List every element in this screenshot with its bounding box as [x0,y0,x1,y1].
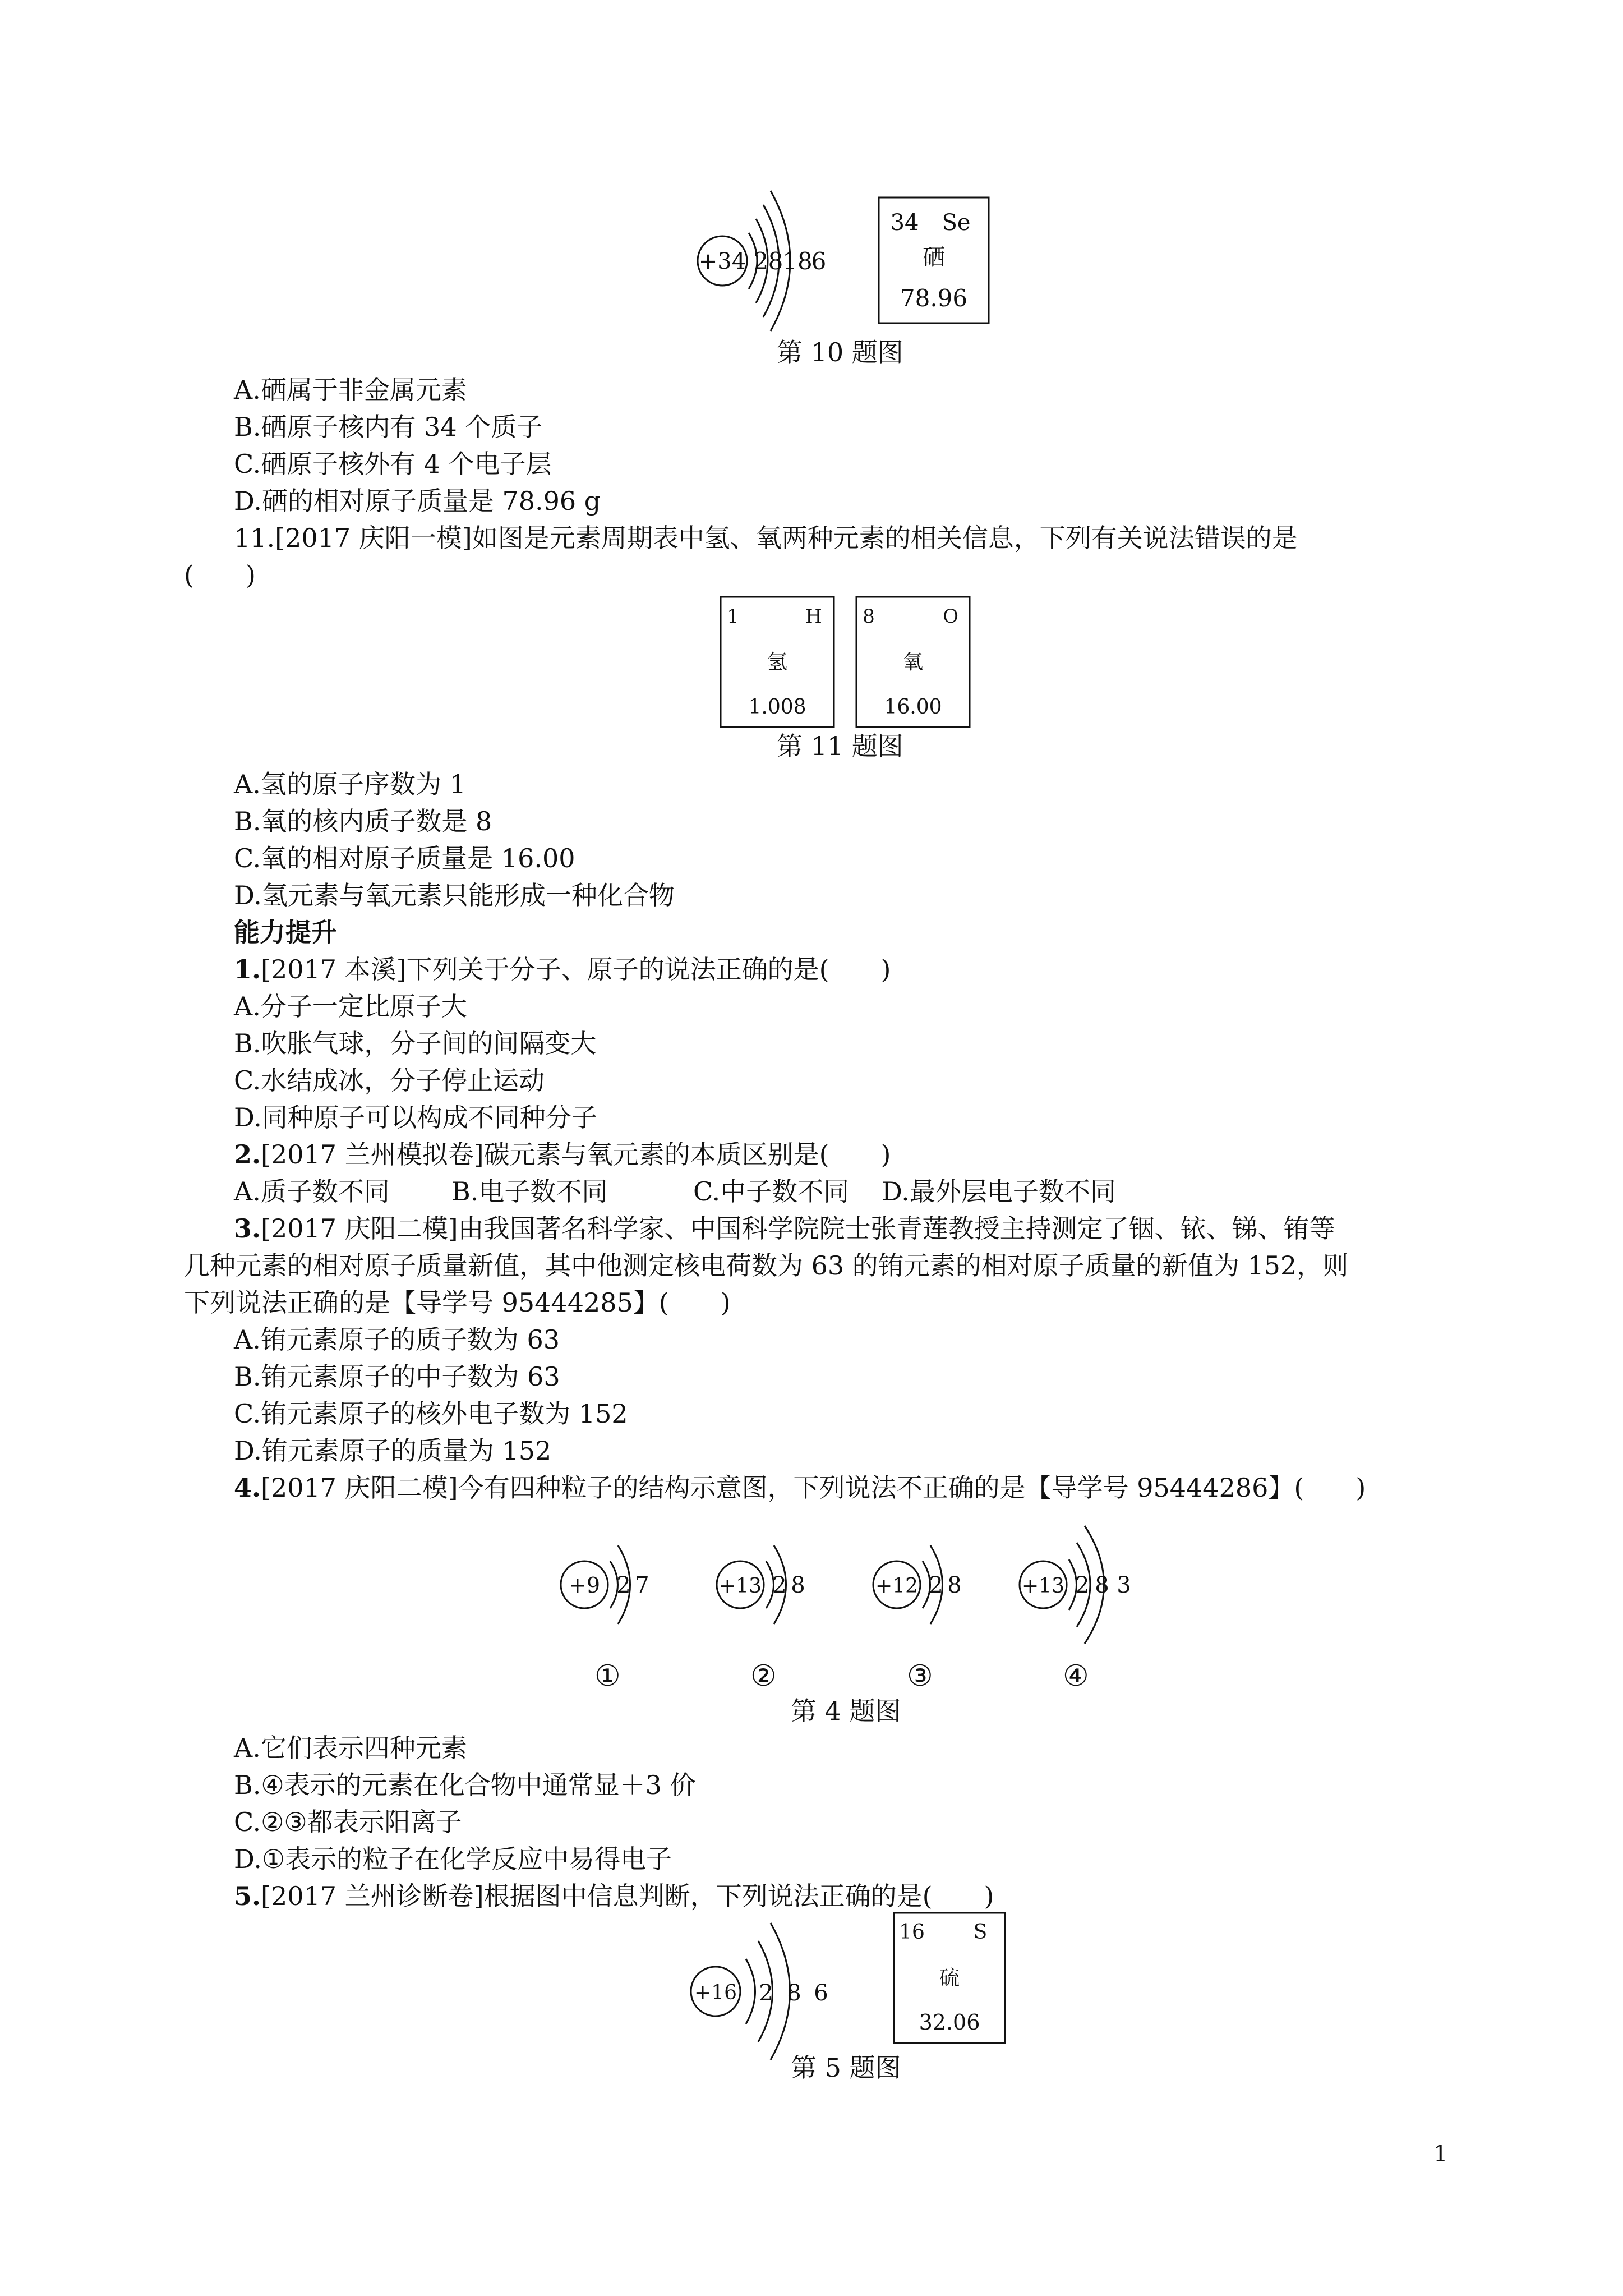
fig4-label-3: ③ [907,1659,933,1693]
element-symbol: S [973,1921,988,1944]
shell-electrons-2: 8 [791,1572,805,1598]
p2-option-d: D.最外层电子数不同 [882,1176,1116,1207]
q11-option-c: C.氧的相对原子质量是 16.00 [234,843,575,873]
nucleus-charge: +34 [698,249,746,274]
fig4-label-1: ① [594,1659,621,1693]
shell-electrons-1: 2 [753,247,769,275]
page-number: 1 [1433,2141,1448,2167]
p1-stem-row [234,954,891,985]
p4-option-b: B.④表示的元素在化合物中通常显＋3 价 [234,1770,696,1800]
shell-electrons-2: 8 [787,1980,801,2006]
atomic-number: 1 [727,605,739,628]
fig11-oxygen-card [855,596,971,728]
p4-stem: [2017 庆阳二模]今有四种粒子的结构示意图，下列说法不正确的是【导学号 95444286】( ) [261,1473,1366,1503]
atomic-number: 34 [890,210,919,236]
fig4-caption: 第 4 题图 [791,1696,901,1726]
fig5-element-card [893,1912,1006,2044]
fig11-hydrogen-card [720,596,835,728]
atomic-mass: 1.008 [748,696,806,719]
p3-number: 3. [234,1213,261,1244]
shell-electrons-1: 2 [929,1572,943,1598]
shell-electrons-2: 8 [947,1572,962,1598]
nucleus-charge: +9 [568,1573,601,1598]
shell-electrons-3: 6 [814,1980,828,2006]
p1-option-d: D.同种原子可以构成不同种分子 [234,1102,597,1133]
p1-stem: [2017 本溪]下列关于分子、原子的说法正确的是( ) [261,954,891,984]
p5-stem-row [234,1880,994,1912]
p3-stem-line2: 几种元素的相对原子质量新值，其中他测定核电荷数为 63 的铕元素的相对原子质量的新值为 152，则 [184,1250,1349,1281]
fig5-caption: 第 5 题图 [791,2053,901,2083]
q10-option-a: A.硒属于非金属元素 [234,375,467,405]
nucleus-charge: +16 [694,1981,737,2004]
p3-stem-row [234,1213,1335,1244]
q10-option-c: C.硒原子核外有 4 个电子层 [234,449,552,479]
p3-stem: [2017 庆阳二模]由我国著名科学家、中国科学院院士张青莲教授主持测定了铟、铱、锑、铕等 [261,1213,1335,1244]
p3-option-a: A.铕元素原子的质子数为 63 [234,1324,560,1355]
p5-number: 5. [234,1881,261,1911]
element-symbol: O [943,605,958,628]
shell-electrons-2: 8 [1095,1572,1109,1598]
p3-option-d: D.铕元素原子的质量为 152 [234,1435,552,1466]
shell-electrons-3: 18 [782,247,813,275]
fig4-label-4: ④ [1063,1659,1089,1693]
atomic-number: 8 [863,605,875,628]
shell-electrons-3: 3 [1117,1572,1131,1598]
p4-stem-row [234,1472,1366,1503]
p3-stem-line3: 下列说法正确的是【导学号 95444285】( ) [184,1287,731,1318]
p2-option-a: A.质子数不同 [234,1176,390,1207]
fig10-element-card [878,196,990,324]
element-name: 硒 [923,245,945,270]
atomic-number: 16 [899,1921,925,1944]
p2-option-b: B.电子数不同 [451,1176,608,1207]
nucleus-charge: +13 [719,1575,762,1598]
shell-electrons-1: 2 [772,1572,787,1598]
p4-option-c: C.②③都表示阳离子 [234,1807,462,1837]
element-name: 硫 [939,1967,960,1990]
nucleus-charge: +12 [875,1575,918,1598]
q10-option-d: D.硒的相对原子质量是 78.96 g [234,486,601,516]
p3-option-b: B.铕元素原子的中子数为 63 [234,1361,560,1392]
shell-electrons-2: 8 [768,247,783,275]
p4-option-a: A.它们表示四种元素 [234,1733,467,1763]
fig4-particle-2 [711,1529,829,1641]
shell-electrons-1: 2 [759,1980,773,2006]
element-symbol: Se [942,210,971,236]
q11-option-b: B.氧的核内质子数是 8 [234,806,492,836]
fig4-particle-1 [555,1529,673,1641]
nucleus-charge: +13 [1022,1575,1064,1598]
q11-option-a: A.氢的原子序数为 1 [234,769,466,799]
shell-electrons-2: 7 [635,1572,649,1598]
p1-option-a: A.分子一定比原子大 [234,991,467,1022]
fig4-particle-3 [868,1529,985,1641]
shell-electrons-4: 6 [811,247,827,275]
fig5-atom-diagram [683,1918,846,2064]
p1-number: 1. [234,954,261,984]
q11-stem-line2: ( ) [184,560,256,590]
q10-option-b: B.硒原子核内有 34 个质子 [234,412,543,442]
element-name: 氧 [902,651,924,674]
section-title: 能力提升 [234,917,337,947]
fig4-particle-4 [1014,1515,1154,1655]
q11-stem: 11.[2017 庆阳一模]如图是元素周期表中氢、氧两种元素的相关信息，下列有关说法错误的是 [234,523,1298,553]
p1-option-c: C.水结成冰，分子停止运动 [234,1065,545,1096]
atomic-mass: 16.00 [884,696,942,719]
fig10-caption: 第 10 题图 [777,337,903,367]
p2-stem: [2017 兰州模拟卷]碳元素与氧元素的本质区别是( ) [261,1139,891,1170]
p3-option-c: C.铕元素原子的核外电子数为 152 [234,1398,628,1429]
shell-electrons-1: 2 [616,1572,631,1598]
q11-option-d: D.氢元素与氧元素只能形成一种化合物 [234,880,675,910]
p2-stem-row [234,1139,891,1170]
atomic-mass: 78.96 [900,284,968,312]
p1-option-b: B.吹胀气球，分子间的间隔变大 [234,1028,597,1059]
fig10-atom-diagram [690,185,847,337]
p5-stem: [2017 兰州诊断卷]根据图中信息判断，下列说法正确的是( ) [261,1881,994,1911]
element-name: 氢 [767,651,788,674]
p4-number: 4. [234,1473,261,1503]
fig11-caption: 第 11 题图 [777,731,903,761]
atomic-mass: 32.06 [919,2010,980,2035]
fig4-label-2: ② [750,1659,777,1693]
p4-option-d: D.①表示的粒子在化学反应中易得电子 [234,1844,672,1874]
shell-electrons-1: 2 [1075,1572,1090,1598]
p2-option-c: C.中子数不同 [693,1176,850,1207]
element-symbol: H [805,605,822,628]
p2-number: 2. [234,1139,261,1170]
